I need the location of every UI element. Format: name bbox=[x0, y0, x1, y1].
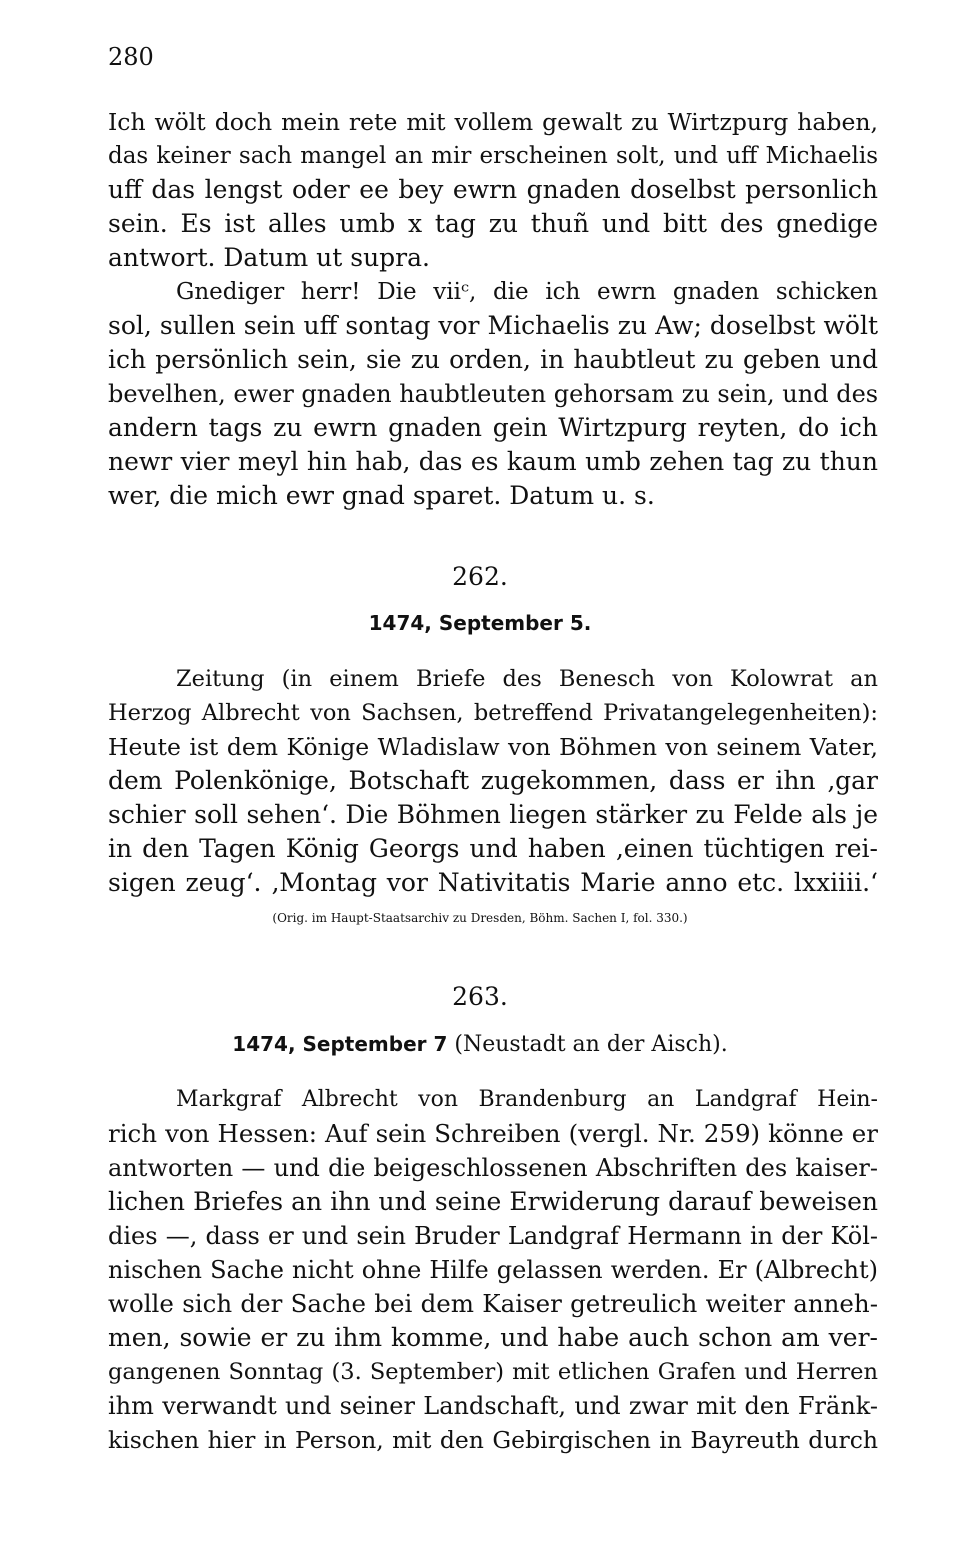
entry-text-262 bbox=[108, 662, 878, 900]
entry-date-263 bbox=[0, 1027, 960, 1062]
text-line: dies —, dass er und sein Bruder Landgraf Hermann in der Köl- bbox=[108, 1222, 878, 1250]
entry-date-262: 1474, September 5. bbox=[368, 611, 592, 635]
text-line: sigen zeug‘. ‚Montag vor Nativitatis Marie anno etc. lxxiiii.‘ bbox=[108, 868, 878, 897]
text-line: sein. Es ist alles umb x tag zu thuñ und bitt des gnedige bbox=[108, 209, 878, 238]
text-line: Zeitung (in einem Briefe des Benesch von Kolowrat an bbox=[176, 666, 878, 692]
text-line: sol, sullen sein uff sontag vor Michaelis zu Aw; doselbst wölt bbox=[108, 311, 878, 340]
text-line: kischen hier in Person, mit den Gebirgischen in Bayreuth durch bbox=[108, 1426, 878, 1454]
text-line: Heute ist dem Könige Wladislaw von Böhmen von seinem Vater, bbox=[108, 733, 878, 761]
text-line: nischen Sache nicht ohne Hilfe gelassen werden. Er (Albrecht) bbox=[108, 1256, 878, 1284]
text-line: rich von Hessen: Auf sein Schreiben (vergl. Nr. 259) könne er bbox=[108, 1119, 878, 1148]
text-line: bevelhen, ewer gnaden haubtleuten gehorsam zu sein, und des bbox=[108, 380, 879, 408]
text-line: Gnediger herr! Die viiᶜ, die ich ewrn gnaden schicken bbox=[176, 279, 878, 305]
text-line: das keiner sach mangel an mir erscheinen solt, und uff Michaelis bbox=[108, 143, 878, 169]
source-note-262: (Orig. im Haupt-Staatsarchiv zu Dresden, Böhm. Sachen I, fol. 330.) bbox=[272, 911, 688, 925]
text-line: lichen Briefes an ihn und seine Erwiderung darauf beweisen bbox=[108, 1187, 878, 1216]
text-line: antwort. Datum ut supra. bbox=[108, 243, 430, 272]
entry-date-text: 1474, September 7 bbox=[232, 1032, 448, 1056]
text-line: antworten — und die beigeschlossenen Abschriften des kaiser- bbox=[108, 1154, 878, 1182]
text-line: andern tags zu ewrn gnaden gein Wirtzpurg reyten, do ich bbox=[108, 413, 878, 442]
entry-text-263 bbox=[108, 1083, 878, 1457]
text-line: wolle sich der Sache bei dem Kaiser getreulich weiter anneh- bbox=[108, 1289, 878, 1318]
entry-place: (Neustadt an der Aisch). bbox=[454, 1032, 728, 1057]
text-line: gangenen Sonntag (3. September) mit etlichen Grafen und Herren bbox=[108, 1359, 878, 1385]
text-line: in den Tagen König Georgs und haben ‚einen tüchtigen rei- bbox=[108, 834, 878, 863]
text-line: schier soll sehen‘. Die Böhmen liegen stärker zu Felde als je bbox=[108, 800, 878, 829]
text-line: dem Polenkönige, Botschaft zugekommen, dass er ihn ‚gar bbox=[108, 766, 878, 795]
text-line: ich persönlich sein, sie zu orden, in haubtleut zu geben und bbox=[108, 345, 878, 374]
text-line: Herzog Albrecht von Sachsen, betreffend Privatangelegenheiten): bbox=[108, 700, 878, 726]
entry-number-262: 262. bbox=[452, 562, 508, 591]
entry-number-263: 263. bbox=[452, 982, 508, 1011]
page-number: 280 bbox=[108, 43, 154, 71]
continuation-text bbox=[108, 105, 878, 513]
text-line: newr vier meyl hin hab, das es kaum umb zehen tag zu thun bbox=[108, 447, 878, 476]
text-line: uff das lengst oder ee bey ewrn gnaden doselbst personlich bbox=[108, 175, 878, 204]
text-line: Ich wölt doch mein rete mit vollem gewalt zu Wirtzpurg haben, bbox=[108, 108, 878, 136]
text-line: men, sowie er zu ihm komme, und habe auch schon am ver- bbox=[108, 1323, 878, 1352]
text-line: ihm verwandt und seiner Landschaft, und zwar mit den Fränk- bbox=[108, 1392, 878, 1420]
text-line: Markgraf Albrecht von Brandenburg an Landgraf Hein- bbox=[176, 1087, 878, 1112]
text-line: wer, die mich ewr gnad sparet. Datum u. s. bbox=[108, 481, 655, 510]
